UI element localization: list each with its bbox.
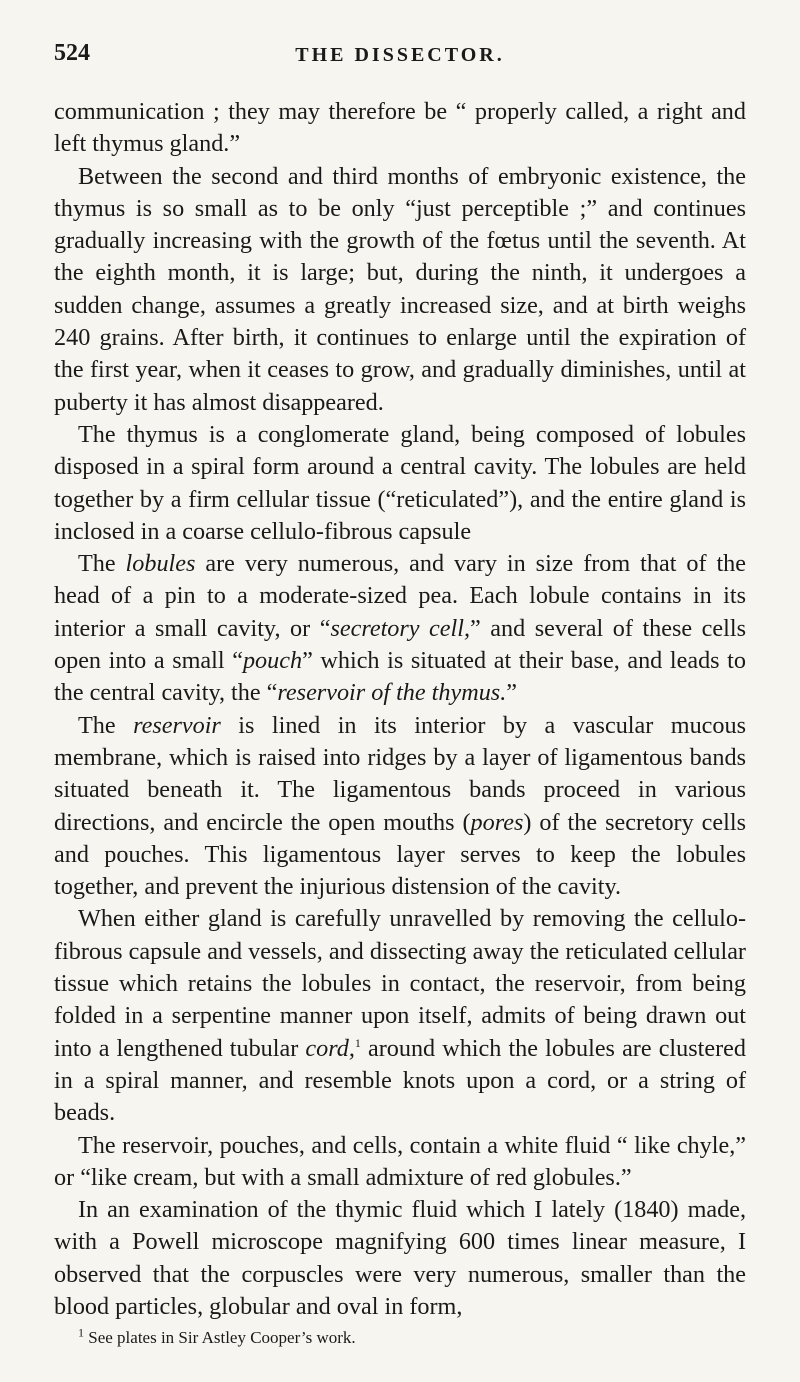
footnote-reference: 1 [354,1035,361,1050]
paragraph [54,1194,746,1323]
text-segment: ” which is situated at their base, and leads to the central cavity, the “ [54,647,746,707]
page-number: 524 [54,40,90,66]
page-header [54,40,746,74]
text-segment: cord, [305,1034,355,1062]
body-text [54,96,746,1323]
text-segment: In an examination of the thymic fluid which I lately (1840) made, with a Powell microscope magnifying 600 times linear measure, I observed that the corpuscles were very numerous, smaller than the blood particles, globular and oval in form, [54,1196,746,1320]
paragraph [54,710,746,904]
text-segment: secretory cell, [330,614,471,642]
text-segment: communication ; they may therefore be “ properly called, a right and left thymus gland.” [54,98,746,158]
text-segment: ” [506,679,518,707]
paragraph [54,903,746,1129]
text-segment: is lined in its interior by a vascular mucous membrane, which is raised into ridges by a layer of ligamentous bands situated beneath it. The ligamentous bands proceed in various directions, and encircle the open mouths ( [54,711,746,836]
text-segment: lobules [125,550,196,578]
text-segment: are very numerous, and vary in size from that of the head of a pin to a moderate-sized pea. Each lobule contains in its interior a small cavity, or “ [54,550,746,642]
text-segment: reservoir of the thymus. [277,679,507,707]
text-segment: The [78,711,134,739]
text-segment: Between the second and third months of embryonic existence, the thymus is so small as to be only “just perceptible ;” and continues gradually increasing with the growth of the fœtus until the seventh. At the eighth month, it is large; but, during the ninth, it undergoes a sudden change, assumes a greatly increased size, and at birth weighs 240 grains. After birth, it continues to enlarge until the expiration of the first year, when it ceases to grow, and gradually diminishes, until at puberty it has almost disappeared. [54,162,746,416]
text-segment: The thymus is a conglomerate gland, being composed of lobules disposed in a spiral form around a central cavity. The lobules are held together by a firm cellular tissue (“reticulated”), and the entire gland is inclosed in a coarse cellulo-fibrous capsule [54,420,746,545]
paragraph [54,96,746,161]
text-segment: The [78,550,126,578]
paragraph [54,548,746,709]
footnote-marker: 1 [78,1325,84,1340]
text-segment: around which the lobules are clustered in a spiral manner, and resemble knots upon a cord, or a string of beads. [54,1034,746,1127]
text-segment: ) of the secretory cells and pouches. This ligamentous layer serves to keep the lobules together, and prevent the injurious distension of the cavity. [54,808,746,901]
text-segment: pouch [242,647,303,675]
text-segment: reservoir [133,711,221,739]
text-segment: ” and several of these cells open into a small “ [54,614,746,675]
running-head: THE DISSECTOR. [295,44,505,66]
text-segment: The reservoir, pouches, and cells, contain a white fluid “ like chyle,” or “like cream, but with a small admixture of red globules.” [54,1131,746,1191]
paragraph [54,1130,746,1195]
footnote-text: See plates in Sir Astley Cooper’s work. [84,1328,356,1348]
text-segment: pores [470,808,524,836]
paragraph [54,161,746,419]
footnote [54,1327,746,1349]
paragraph [54,419,746,548]
text-segment: When either gland is carefully unravelled by removing the cellulo-fibrous capsule and vessels, and dissecting away the reticulated cellular tissue which retains the lobules in contact, the reservoir, from being folded in a serpentine manner upon itself, admits of being drawn out into a lengthened tubular [54,905,746,1062]
